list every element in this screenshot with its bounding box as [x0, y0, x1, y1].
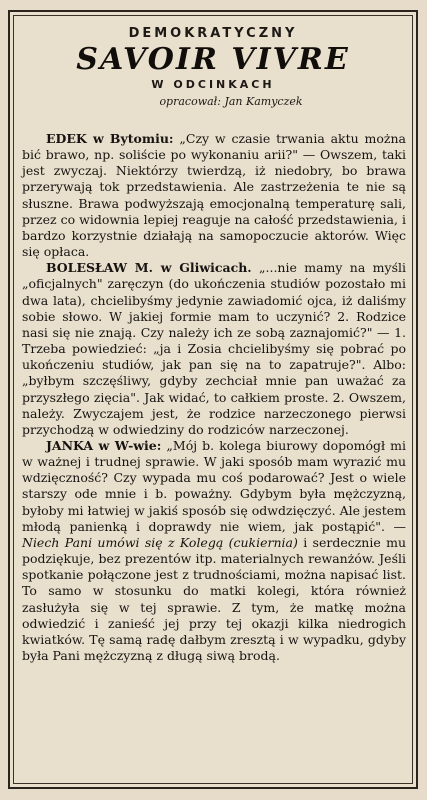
entry-addressee: EDEK w Bytomiu: [46, 131, 174, 146]
entry-addressee: BOLESŁAW M. w Gliwicach. [46, 260, 252, 276]
author-name: Jan Kamyczek [224, 95, 303, 108]
entry-advice-italic: Niech Pani umówi się z Kolegą (cukiernia) [22, 534, 298, 550]
entry-text: „Czy w czasie trwania aktu można bić brawo, np. soliście po wykonaniu arii?" — Owszem, taki jest zwyczaj. Niektórzy twierdzą, iż niedobry, bo brawa przerywają tok przedstawienia. Ale zastrzeżenia te nie są słuszne. Brawa podwyższają emocjonalną temperaturę sali, przez co widownia lepiej reaguje na całość przedstawienia, i bardzo korzystnie działają na samopoczucie aktorów. Więc się opłaca. [22, 131, 407, 260]
article-body [22, 131, 406, 664]
entry-edek [22, 131, 406, 260]
masthead-subtitle: W ODCINKACH [151, 78, 275, 91]
author-line [10, 95, 416, 108]
entry-addressee: JANKA w W-wie: [46, 437, 162, 453]
entry-text: „...nie mamy na myśli „oficjalnych" zaręczyn (do ukończenia studiów pozostało mi dwa lata), chcielibyśmy jedynie zawiadomić ojca, iż daliśmy sobie słowo. W jakiej formie mam to uczynić? 2. Rodzice nasi się nie znają. Czy należy ich ze sobą zaznajomić?" — 1. Trzeba powiedzieć: „ja i Zosia chcielibyśmy się pobrać po ukończeniu studiów, jak pan się na to zapatruje?". Albo: „byłbym szczęśliwy, gdyby zechciał mnie pan uważać za przyszłego zięcia". Jak widać, to całkiem proste. 2. Owszem, należy. Zwyczajem jest, że rodzice narzeczonego pierwsi przychodzą w odwiedziny do rodziców narzeczonej. [22, 260, 406, 437]
masthead [10, 26, 416, 108]
entry-boleslaw [22, 260, 406, 438]
author-prefix: opracował: [159, 95, 221, 108]
entry-text: i serdecznie mu podziękuje, bez prezentów itp. materialnych rewanżów. Jeśli spotkanie połączone jest z trudnościami, można napisać list. To samo w stosunku do matki kolegi, która również zasłużyła się w tej sprawie. Z tym, że matkę można odwiedzić i zanieść jej przy tej okazji kilka niedrogich kwiatków. Tę samą radę dałbym zresztą i w wypadku, gdyby była Pani mężczyzną z długą siwą brodą. [22, 534, 406, 663]
column-frame [8, 10, 418, 789]
masthead-title: SAVOIR VIVRE [76, 42, 350, 77]
entry-text: „Mój b. kolega biurowy dopomógł mi w ważnej i trudnej sprawie. W jaki sposób mam wyrazić mu wdzięczność? Czy wypada mu coś podarować? Jest o wiele starszy ode mnie i b. poważny. Gdybym była mężczyzną, byłoby mi łatwiej w jakiś sposób się odwdzięczyć. Ale jestem młodą panienką i doprawdy nie wiem, jak postąpić". — [22, 437, 406, 534]
entry-janka [22, 438, 406, 664]
masthead-kicker: DEMOKRATYCZNY [128, 26, 298, 41]
